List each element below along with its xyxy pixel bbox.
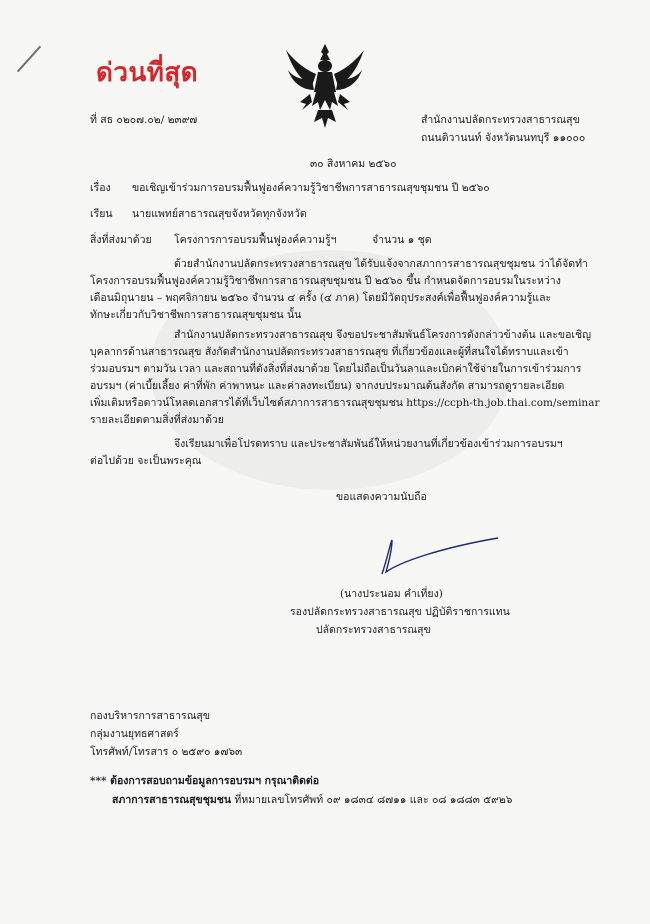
garuda-emblem-icon [282,40,368,132]
signatory-position: รองปลัดกระทรวงสาธารณสุข ปฏิบัติราชการแทน [290,606,510,618]
body-line: เพิ่มเติมหรือดาวน์โหลดเอกสารได้ที่เว็บไซต์สภาการสาธารณสุขชุมชน https://ccph-th.job.thai.com/seminar [90,397,600,409]
signatory-name: (นางประนอม คำเที่ยง) [340,588,443,600]
pen-mark [17,46,41,73]
body-line: ร่วมอบรมฯ ตามวัน เวลา และสถานที่ดังสิ่งที่ส่งมาด้วย โดยไม่ถือเป็นวันลาและเบิกค่าใช้จ่ายในการเข้าร่วมการ [90,363,582,375]
body-line: เดือนมิถุนายน – พฤศจิกายน ๒๕๖๐ จำนวน ๔ ครั้ง (๔ ภาค) โดยมีวัตถุประสงค์เพื่อฟื้นฟูองค์ความรู้และ [90,292,552,304]
body-line: ต่อไปด้วย จะเป็นพระคุณ [90,455,202,467]
footer-department: กองบริหารการสาธารณสุข [90,710,211,722]
attachment-text: โครงการการอบรมฟื้นฟูองค์ความรู้ฯ [174,234,337,246]
body-line: จึงเรียนมาเพื่อโปรดทราบ และประชาสัมพันธ์ให้หน่วยงานที่เกี่ยวข้องเข้าร่วมการอบรมฯ [174,438,563,450]
attachment-quantity: จำนวน ๑ ชุด [372,234,432,246]
contact-detail [112,793,512,807]
recipient-label: เรียน [90,208,113,220]
footer-group: กลุ่มงานยุทธศาสตร์ [90,728,179,740]
contact-note: *** ต้องการสอบถามข้อมูลการอบรมฯ กรุณาติดต่อ [90,775,320,787]
body-line: ด้วยสำนักงานปลัดกระทรวงสาธารณสุข ได้รับแจ้งจากสภาการสาธารณสุขชุมชน ว่าได้จัดทำ [174,258,588,270]
body-paragraph-2 [90,327,599,429]
signatory-title: ปลัดกระทรวงสาธารณสุข [316,624,431,636]
body-line: ทักษะเกี่ยวกับวิชาชีพการสาธารณสุขชุมชน นั้น [90,309,302,321]
closing-phrase: ขอแสดงความนับถือ [336,491,427,503]
recipient-text: นายแพทย์สาธารณสุขจังหวัดทุกจังหวัด [132,208,307,220]
subject-label: เรื่อง [90,182,111,194]
body-line: อบรมฯ (ค่าเบี้ยเลี้ยง ค่าที่พัก ค่าพาหนะ และค่าลงทะเบียน) จากงบประมาณต้นสังกัด สามารถดูรายละเอียด [90,380,565,392]
urgency-label: ด่วนที่สุด [96,58,199,88]
office-address: ถนนติวานนท์ จังหวัดนนทบุรี ๑๑๐๐๐ [421,132,586,144]
body-line: โครงการอบรมฟื้นฟูองค์ความรู้วิชาชีพการสาธารณสุขชุมชน ปี ๒๕๖๐ ขึ้น กำหนดจัดการอบรมในระหว่าง [90,275,561,287]
body-line: บุคลากรด้านสาธารณสุข สังกัดสำนักงานปลัดกระทรวงสาธารณสุข ที่เกี่ยวข้องและผู้ที่สนใจได้ทราบและเข้า [90,346,569,358]
subject-text: ขอเชิญเข้าร่วมการอบรมฟื้นฟูองค์ความรู้วิชาชีพการสาธารณสุขชุมชน ปี ๒๕๖๐ [132,182,490,194]
body-paragraph-1 [90,256,588,324]
office-name: สำนักงานปลัดกระทรวงสาธารณสุข [421,114,580,126]
attachment-label: สิ่งที่ส่งมาด้วย [90,234,152,246]
body-line: รายละเอียดตามสิ่งที่ส่งมาด้วย [90,414,224,426]
signature-icon [380,536,500,576]
document-number: ที่ สธ ๐๒๐๗.๐๒/ ๒๓๙๗ [90,114,198,126]
letter-date: ๓๐ สิงหาคม ๒๕๖๐ [310,158,397,170]
body-paragraph-3 [90,436,563,470]
footer-phone: โทรศัพท์/โทรสาร ๐ ๒๕๙๐ ๑๗๖๓ [90,746,243,758]
contact-organization: สภาการสาธารณสุขชุมชน [112,794,232,806]
body-line: สำนักงานปลัดกระทรวงสาธารณสุข จึงขอประชาสัมพันธ์โครงการดังกล่าวข้างต้น และขอเชิญ [174,329,592,341]
contact-phones: ที่หมายเลขโทรศัพท์ ๐๙ ๑๘๓๔ ๘๗๑๑ และ ๐๘ ๑๘๘๓ ๕๙๒๖ [231,794,513,806]
